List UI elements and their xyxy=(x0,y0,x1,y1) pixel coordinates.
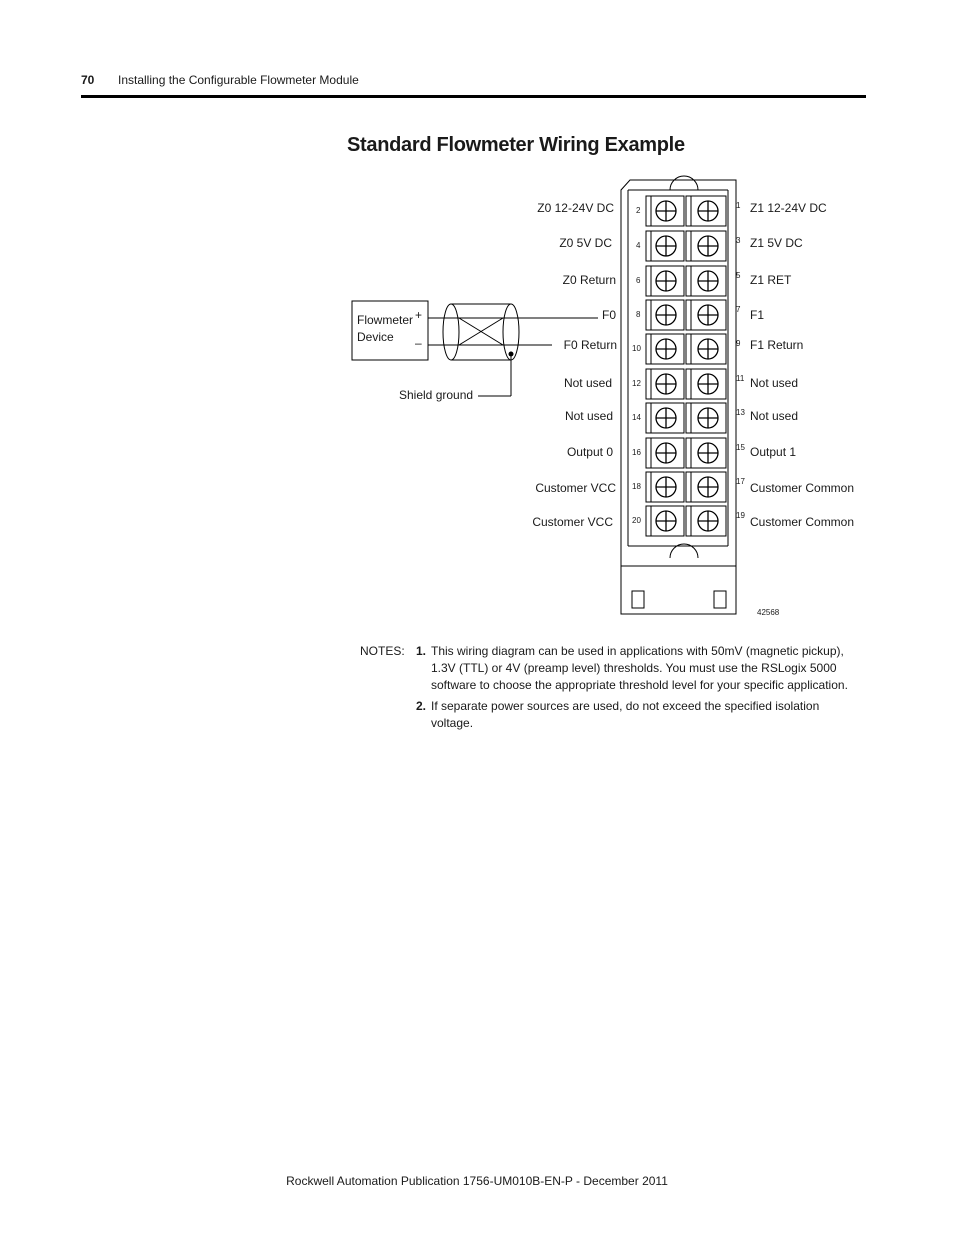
notes-label: NOTES: xyxy=(360,644,405,658)
section-title: Standard Flowmeter Wiring Example xyxy=(347,134,685,156)
device-name-line1: Flowmeter xyxy=(357,313,414,327)
screw-terminal xyxy=(646,369,684,399)
right-pin-number: 17 xyxy=(736,477,745,486)
bottom-slot-right xyxy=(714,591,726,608)
right-terminal-label: Not used xyxy=(750,376,799,390)
right-terminal-label: Z1 RET xyxy=(750,273,792,287)
screw-terminal xyxy=(686,196,726,226)
screw-terminal xyxy=(686,403,726,433)
right-terminal-label: Z1 5V DC xyxy=(750,236,803,250)
left-terminal-label: Z0 12-24V DC xyxy=(537,201,614,215)
shield-junction-dot xyxy=(509,352,514,357)
left-pin-number: 20 xyxy=(632,516,641,525)
left-pin-number: 18 xyxy=(632,482,641,491)
right-pin-number: 15 xyxy=(736,443,745,452)
right-terminal-label: F1 xyxy=(750,308,765,322)
screw-terminal xyxy=(646,472,684,502)
figure-id: 42568 xyxy=(757,608,780,617)
page-number: 70 xyxy=(81,73,95,87)
screw-terminal xyxy=(686,334,726,364)
screw-terminal xyxy=(686,506,726,536)
right-terminal-label: Customer Common xyxy=(750,515,855,529)
left-terminal-label: Z0 5V DC xyxy=(559,236,612,250)
screw-terminal xyxy=(686,300,726,330)
left-terminal-label: F0 xyxy=(601,308,616,322)
left-pin-number: 10 xyxy=(632,344,641,353)
left-pin-number: 4 xyxy=(636,241,641,250)
screw-terminal xyxy=(646,300,684,330)
right-pin-number: 11 xyxy=(736,374,745,383)
screw-terminal xyxy=(646,334,684,364)
right-pin-number: 1 xyxy=(736,201,741,210)
right-pin-number: 7 xyxy=(736,305,741,314)
right-pin-number: 19 xyxy=(736,511,745,520)
screw-terminal xyxy=(646,231,684,261)
publication-footer: Rockwell Automation Publication 1756-UM010B-EN-P - December 2011 xyxy=(286,1174,668,1188)
device-plus-terminal: + xyxy=(415,308,423,322)
left-terminal-label: Customer VCC xyxy=(532,515,613,529)
left-pin-number: 12 xyxy=(632,379,641,388)
screw-terminal xyxy=(686,438,726,468)
left-terminal-label: Not used xyxy=(564,409,613,423)
chapter-title: Installing the Configurable Flowmeter Module xyxy=(118,73,359,87)
note-1-number: 1. xyxy=(416,644,427,658)
device-name-line2: Device xyxy=(357,330,394,344)
right-terminal-label: Customer Common xyxy=(750,481,855,495)
left-terminal-label: Customer VCC xyxy=(535,481,616,495)
left-pin-number: 2 xyxy=(636,206,641,215)
screw-terminal xyxy=(646,266,684,296)
device-minus-terminal: – xyxy=(415,336,422,350)
screw-terminal xyxy=(686,369,726,399)
left-pin-number: 14 xyxy=(632,413,641,422)
right-terminal-label: F1 Return xyxy=(750,338,804,352)
screw-terminal xyxy=(646,196,684,226)
left-pin-number: 16 xyxy=(632,448,641,457)
left-terminal-label: Z0 Return xyxy=(562,273,616,287)
right-terminal-label: Output 1 xyxy=(750,445,797,459)
screw-terminal xyxy=(646,438,684,468)
left-pin-number: 8 xyxy=(636,310,641,319)
left-terminal-label: Output 0 xyxy=(566,445,613,459)
screw-terminal xyxy=(646,403,684,433)
shield-left-end xyxy=(443,304,459,360)
right-pin-number: 3 xyxy=(736,236,741,245)
note-1-text: This wiring diagram can be used in applications with 50mV (magnetic pickup), 1.3V (TTL) or 4V (preamp level) thresholds. You must use the RSLogix 5000 software to choose the appropriate threshold level for your specific application. xyxy=(431,644,848,692)
right-pin-number: 5 xyxy=(736,271,741,280)
right-pin-number: 13 xyxy=(736,408,745,417)
shield-ground-label: Shield ground xyxy=(399,388,474,402)
bottom-slot-left xyxy=(632,591,644,608)
left-terminal-label: Not used xyxy=(563,376,612,390)
note-2-number: 2. xyxy=(416,699,427,713)
top-notch xyxy=(670,176,698,190)
screw-terminal xyxy=(686,231,726,261)
left-pin-number: 6 xyxy=(636,276,641,285)
screw-terminal xyxy=(686,472,726,502)
right-pin-number: 9 xyxy=(736,339,741,348)
left-terminal-label: F0 Return xyxy=(563,338,617,352)
note-2-text: If separate power sources are used, do not exceed the specified isolation voltage. xyxy=(431,699,820,730)
right-terminal-label: Not used xyxy=(750,409,799,423)
screw-terminal xyxy=(686,266,726,296)
screw-terminal xyxy=(646,506,684,536)
right-terminal-label: Z1 12-24V DC xyxy=(750,201,827,215)
screw-terminals xyxy=(646,196,726,536)
